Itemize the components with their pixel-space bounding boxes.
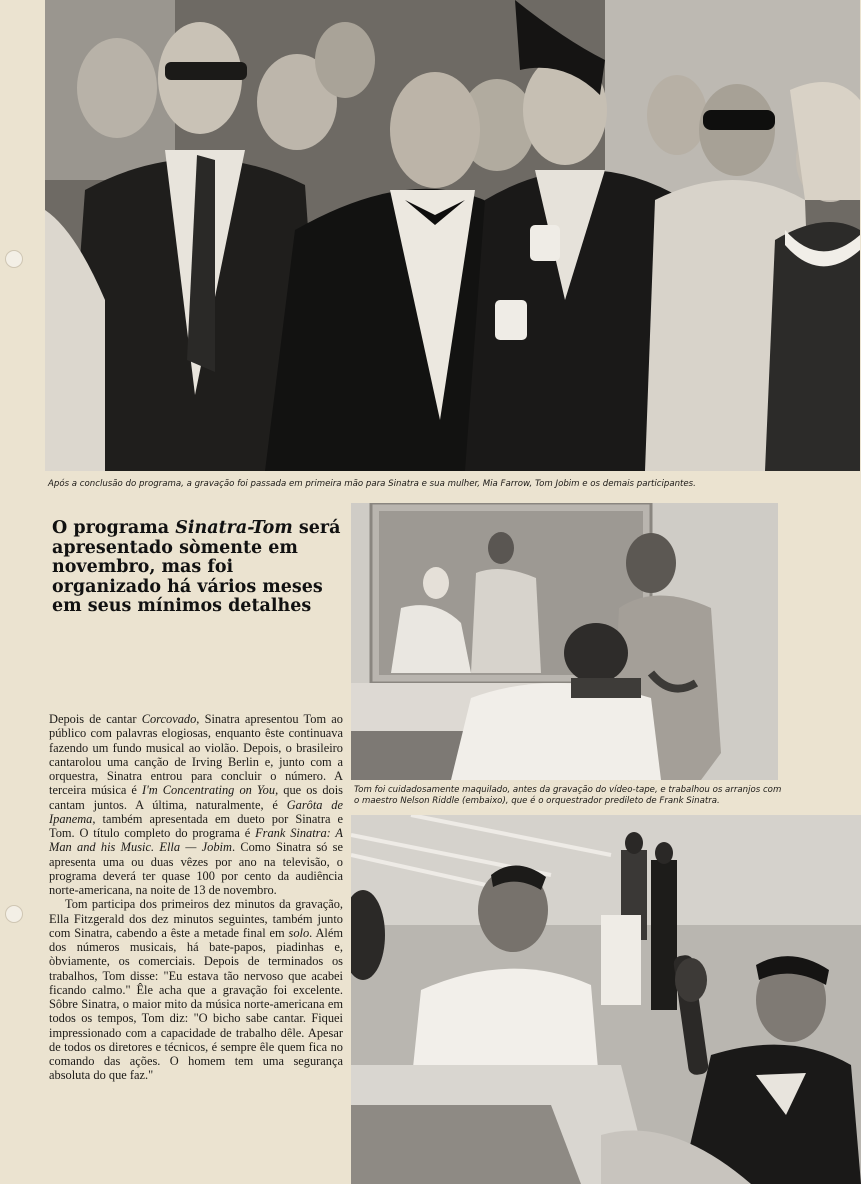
photo-sinatra-group — [45, 0, 860, 471]
headline-text-1: O programa — [52, 518, 176, 538]
photo-riddle-and-jobim-studio — [351, 815, 861, 1184]
binder-hole — [5, 905, 23, 923]
photo-caption-middle: Tom foi cuidadosamente maquilado, antes da gravação do vídeo-tape, e trabalhou os arranjos com o maestro Nelson Riddle (embaixo), que é o orquestrador predileto de Frank Sinatra. — [354, 785, 782, 806]
article-body — [49, 712, 343, 1083]
photo-studio-image — [351, 815, 861, 1184]
headline-italic-title: Sinatra-Tom — [175, 518, 293, 538]
photo-caption-top: Após a conclusão do programa, a gravação foi passada em primeira mão para Sinatra e sua mulher, Mia Farrow, Tom Jobim e os demais participantes. — [48, 479, 696, 489]
article-paragraph-1: Depois de cantar Corcovado, Sinatra apresentou Tom ao público com palavras elogiosas, enquanto êste continuava fazendo um fundo musical ao violão. Depois, o brasileiro cantarolou uma canção de Irving Berlin e, junto com a orquestra, Sinatra entrou para concluir o número. A terceira música é I'm Concentrating on You, que os dois cantam juntos. A última, naturalmente, é Garôta de Ipanema, também apresentada em dueto por Sinatra e Tom. O título completo do programa é Frank Sinatra: A Man and his Music. Ella — Jobim. Como Sinatra só se apresenta uma ou duas vêzes por ano na televisão, o programa deverá ter quase 100 por cento da audiência norte-americana, na noite de 13 de novembro. — [49, 712, 343, 897]
headline-text-2: será apresentado sòmente em novembro, mas foi organizado há vários meses em seus mínimos detalhes — [52, 518, 341, 616]
binder-hole — [5, 250, 23, 268]
italic-title: Garôta de Ipanema — [49, 797, 343, 826]
article-paragraph-2: Tom participa dos primeiros dez minutos da gravação, Ella Fitzgerald dos dez minutos seguintes, também junto com Sinatra, cabendo a êste a metade final em solo. Além dos números musicais, há bate-papos, piadinhas e, òbviamente, os comerciais. Depois de terminados os trabalhos, Tom disse: "Eu estava tão nervoso que acabei ficando calmo." Êle acha que a gravação foi excelente. Sôbre Sinatra, o maior mito da música norte-americana em todos os tempos, Tom diz: "O bicho sabe cantar. Fiquei impressionado com a capacidade de trabalho dêle. Apesar de todos os diretores e técnicos, é sempre êle quem fica no comando das ações. O homem tem uma segurança absoluta do que faz." — [49, 897, 343, 1083]
italic-title: solo — [288, 925, 310, 940]
photo-sinatra-group-image — [45, 0, 860, 471]
italic-title: I'm Concentrating on You — [141, 783, 276, 798]
italic-title: Corcovado — [141, 712, 197, 726]
article-headline — [52, 519, 342, 617]
photo-makeup-and-arranger — [351, 503, 778, 780]
italic-title: Frank Sinatra: A Man and his Music. Ella — Jobim — [49, 826, 343, 855]
photo-makeup-image — [351, 503, 778, 780]
